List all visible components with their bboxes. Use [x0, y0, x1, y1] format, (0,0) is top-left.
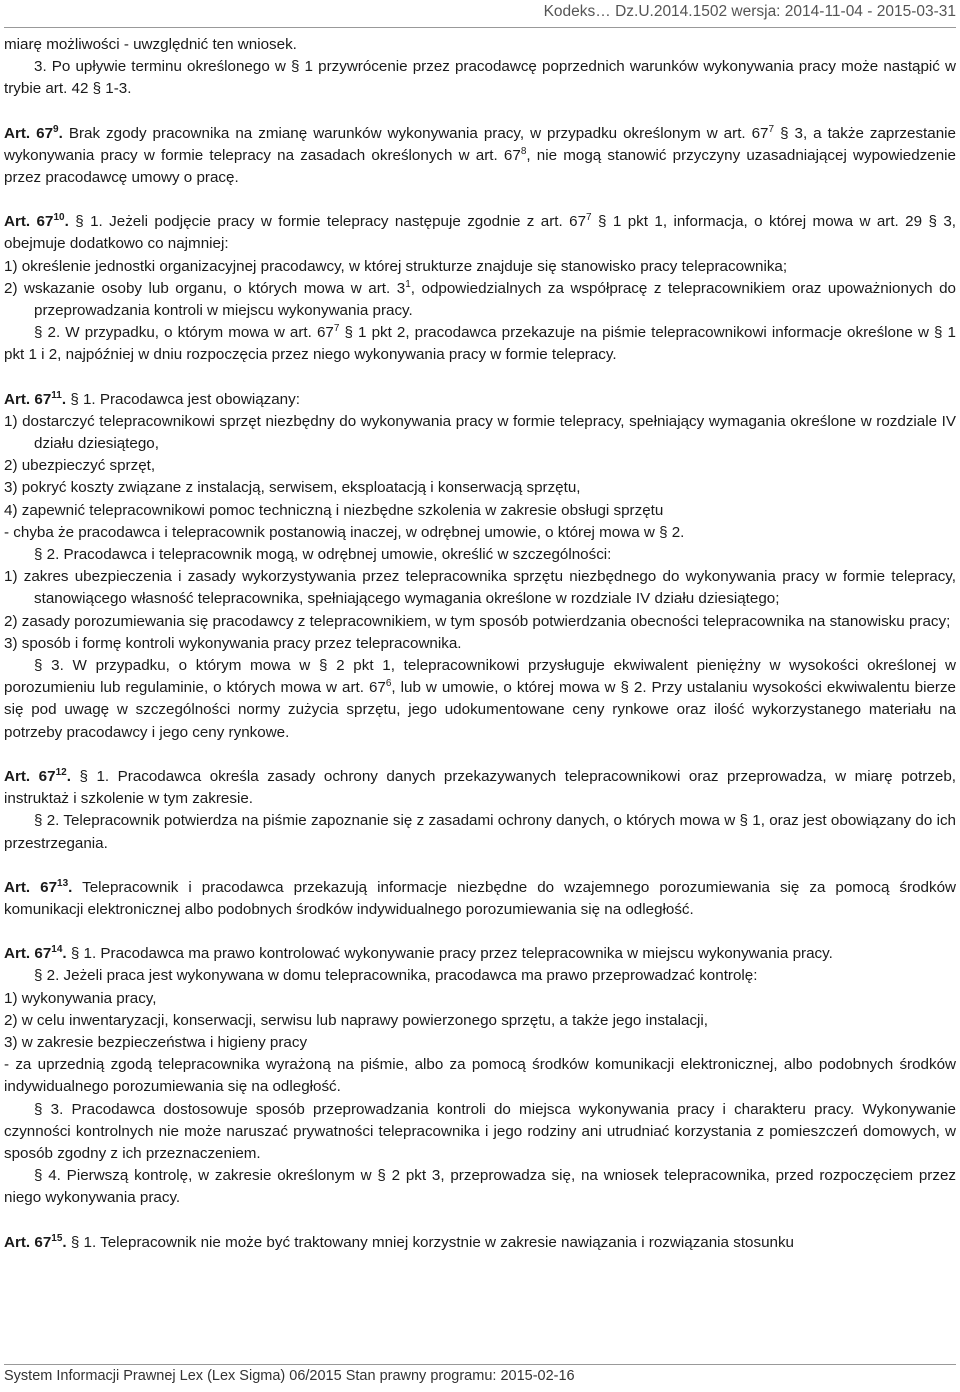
list-item: 2) ubezpieczyć sprzęt,: [4, 457, 156, 475]
article-number: Art. $67^{14}$.: [4, 944, 67, 963]
list-item: 2) zasady porozumiewania się pracodawcy z telepracownikiem, w tym sposób potwierdzania obecności telepracownika na stanowisku pracy;: [4, 612, 951, 630]
article-67-11: Art. $67^{11}$. § 1. Pracodawca jest obowiązany:: [4, 389, 300, 408]
article-number: Art. $67^{10}$.: [4, 212, 69, 231]
list-item: 1) dostarczyć telepracownikowi sprzęt niezbędny do wykonywania pracy w formie telepracy, spełniający wymagania określone w rozdziale IV działu dziesiątego,: [4, 412, 956, 453]
paragraph: § 4. Pierwszą kontrolę, w zakresie określonym w § 2 pkt 3, przeprowadza się, na wniosek telepracownika, przed rozpoczęciem przez niego wykonywania pracy.: [4, 1167, 956, 1207]
paragraph: § 3. Pracodawca dostosowuje sposób przeprowadzania kontroli do miejsca wykonywania pracy i charakteru pracy. Wykonywanie czynności kontrolnych nie może naruszać prywatności telepracownika i jego rodziny ani utrudniać korzystania z pomieszczeń domowych, w sposób zgodny z ich przeznaczeniem.: [4, 1100, 956, 1162]
header-divider: [4, 27, 956, 28]
running-header: Kodeks… Dz.U.2014.1502 wersja: 2014-11-04 - 2015-03-31: [543, 3, 956, 20]
article-67-15: Art. $67^{15}$. § 1. Telepracownik nie może być traktowany mniej korzystnie w zakresie nawiązania i rozwiązania stosunku: [4, 1232, 795, 1251]
list-item: 1) zakres ubezpieczenia i zasady wykorzystywania przez telepracownika sprzętu niezbędnego do wykonywania pracy w formie telepracy, stanowiącego własność telepracownika, spełniającego wymagania określone w rozdziale IV działu dziesiątego;: [4, 568, 956, 608]
document-body: [4, 34, 956, 1254]
paragraph: § 2. W przypadku, o którym mowa w art. $67^7$ § 1 pkt 2, pracodawca przekazuje na piśmie telepracownikowi informacje określone w § 1 pkt 1 i 2, najpóźniej w dniu rozpoczęcia przez niego wykonywania pracy w formie telepracy.: [4, 323, 956, 364]
article-number: Art. $67^{11}$.: [4, 389, 67, 408]
paragraph: - chyba że pracodawca i telepracownik postanowią inaczej, w odrębnej umowie, o której mowa w § 2.: [4, 523, 685, 541]
paragraph: § 2. Jeżeli praca jest wykonywana w domu telepracownika, pracodawca ma prawo przeprowadzać kontrolę:: [34, 967, 758, 985]
article-67-14: Art. $67^{14}$. § 1. Pracodawca ma prawo kontrolować wykonywanie pracy przez telepracownika w miejscu wykonywania pracy.: [4, 944, 833, 963]
running-footer: System Informacji Prawnej Lex (Lex Sigma) 06/2015 Stan prawny programu: 2015-02-16: [4, 1368, 575, 1384]
article-67-10: Art. $67^{10}$. § 1. Jeżeli podjęcie pracy w formie telepracy następuje zgodnie z art. $67^7$ § 1 pkt 1, informacja, o której mowa w art. 29 § 3, obejmuje dodatkowo co najmniej:: [4, 212, 956, 253]
paragraph: § 2. Telepracownik potwierdza na piśmie zapoznanie się z zasadami ochrony danych, o których mowa w § 1, oraz jest obowiązany do ich przestrzegania.: [4, 812, 956, 852]
list-item: 2) w celu inwentaryzacji, konserwacji, serwisu lub naprawy powierzonego sprzętu, a także jego instalacji,: [4, 1011, 709, 1029]
paragraph: miarę możliwości - uwzględnić ten wniosek.: [4, 36, 297, 53]
article-number: Art. $67^{13}$.: [4, 877, 73, 896]
paragraph: 3. Po upływie terminu określonego w § 1 przywrócenie przez pracodawcę poprzednich warunków wykonywania pracy może nastąpić w trybie art. 42 § 1-3.: [4, 58, 956, 98]
article-number: Art. $67^{15}$.: [4, 1232, 67, 1251]
list-item: 4) zapewnić telepracownikowi pomoc techniczną i niezbędne szkolenia w zakresie obsługi sprzętu: [4, 501, 664, 519]
paragraph: § 3. W przypadku, o którym mowa w § 2 pkt 1, telepracownikowi przysługuje ekwiwalent pieniężny w wysokości określonej w porozumieniu lub regulaminie, o których mowa w art. $67^6$, lub w umowie, o której mowa w § 2. Przy ustalaniu wysokości ekwiwalentu bierze się pod uwagę w szczególności normy zużycia sprzętu, jego udokumentowane ceny rynkowe oraz ilość wykorzystanego materiału na potrzeby pracodawcy i jego ceny rynkowe.: [4, 657, 956, 741]
article-67-13: Art. $67^{13}$. Telepracownik i pracodawca przekazują informacje niezbędne do wzajemnego porozumiewania się za pomocą środków komunikacji elektronicznej albo podobnych środków indywidualnego porozumiewania się na odległość.: [4, 877, 956, 918]
list-item: 1) określenie jednostki organizacyjnej pracodawcy, w której strukturze znajduje się stanowisko pracy telepracownika;: [4, 257, 788, 275]
paragraph: - za uprzednią zgodą telepracownika wyrażoną na piśmie, albo za pomocą środków komunikacji elektronicznej, albo podobnych środków indywidualnego porozumiewania się na odległość.: [4, 1056, 956, 1096]
article-67-9: Art. $67^9$. Brak zgody pracownika na zmianę warunków wykonywania pracy, w przypadku określonym w art. $67^7$ § 3, a także zaprzestanie wykonywania pracy w formie telepracy na zasadach określonych w art. $67^8$, nie mogą stanowić przyczyny uzasadniającej wypowiedzenie przez pracodawcę umowy o pracę.: [4, 123, 957, 187]
footer-divider: [4, 1364, 956, 1365]
list-item: 1) wykonywania pracy,: [4, 989, 157, 1007]
list-item: 3) sposób i formę kontroli wykonywania pracy przez telepracownika.: [4, 634, 462, 652]
article-number: Art. $67^{12}$.: [4, 766, 71, 785]
list-item: 2) wskazanie osoby lub organu, o których mowa w art. $3^1$, odpowiedzialnych za współpracę z telepracownikiem oraz upoważnionych do przeprowadzania kontroli w miejscu wykonywania pracy.: [4, 278, 956, 320]
paragraph: § 2. Pracodawca i telepracownik mogą, w odrębnej umowie, określić w szczególności:: [34, 546, 612, 564]
list-item: 3) pokryć koszty związane z instalacją, serwisem, eksploatacją i konserwacją sprzętu,: [4, 479, 581, 497]
list-item: 3) w zakresie bezpieczeństwa i higieny pracy: [4, 1033, 308, 1051]
article-number: Art. $67^9$.: [4, 123, 63, 142]
article-67-12: Art. $67^{12}$. § 1. Pracodawca określa zasady ochrony danych przekazywanych telepracownikowi oraz przeprowadza, w miarę potrzeb, instruktaż i szkolenie w tym zakresie.: [4, 766, 956, 808]
